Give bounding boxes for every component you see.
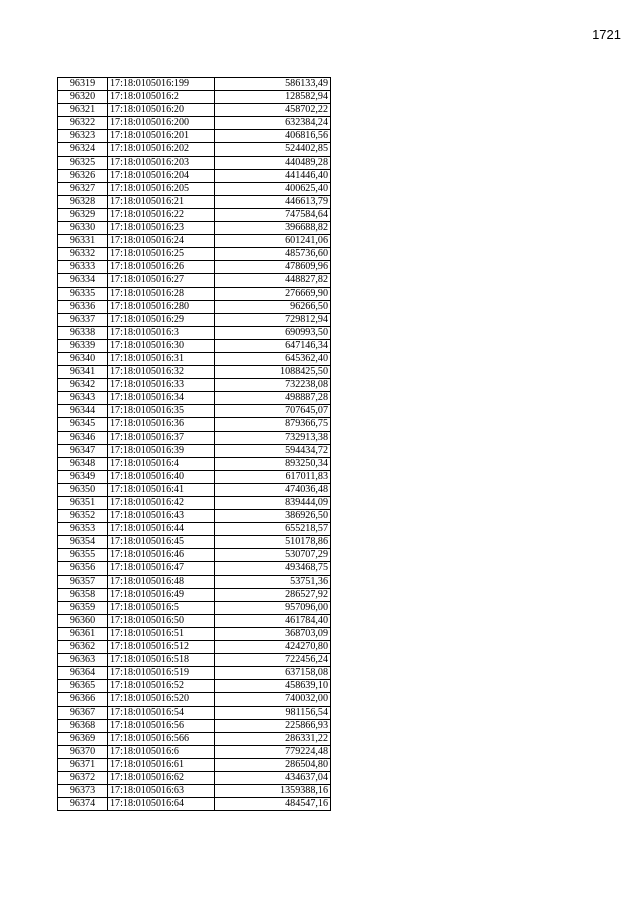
cadastral-number-cell: 17:18:0105016:203 — [108, 156, 215, 169]
value-cell: 893250,34 — [215, 457, 331, 470]
cadastral-number-cell: 17:18:0105016:199 — [108, 78, 215, 91]
table-row — [58, 326, 331, 339]
row-number-cell: 96322 — [58, 117, 108, 130]
table-row — [58, 523, 331, 536]
row-number-cell: 96353 — [58, 523, 108, 536]
cadastral-number-cell: 17:18:0105016:29 — [108, 313, 215, 326]
table-row — [58, 444, 331, 457]
cadastral-number-cell: 17:18:0105016:43 — [108, 510, 215, 523]
cadastral-number-cell: 17:18:0105016:48 — [108, 575, 215, 588]
cadastral-number-cell: 17:18:0105016:24 — [108, 235, 215, 248]
cadastral-number-cell: 17:18:0105016:30 — [108, 339, 215, 352]
table-row — [58, 143, 331, 156]
table-row — [58, 536, 331, 549]
value-cell: 1359388,16 — [215, 785, 331, 798]
value-cell: 478609,96 — [215, 261, 331, 274]
cadastral-number-cell: 17:18:0105016:27 — [108, 274, 215, 287]
table-row — [58, 798, 331, 811]
table-row — [58, 497, 331, 510]
row-number-cell: 96330 — [58, 222, 108, 235]
row-number-cell: 96361 — [58, 627, 108, 640]
table-row — [58, 549, 331, 562]
cadastral-number-cell: 17:18:0105016:512 — [108, 641, 215, 654]
cadastral-number-cell: 17:18:0105016:205 — [108, 182, 215, 195]
cadastral-number-cell: 17:18:0105016:56 — [108, 719, 215, 732]
table-row — [58, 457, 331, 470]
data-table — [57, 77, 331, 811]
value-cell: 440489,28 — [215, 156, 331, 169]
row-number-cell: 96326 — [58, 169, 108, 182]
row-number-cell: 96348 — [58, 457, 108, 470]
row-number-cell: 96338 — [58, 326, 108, 339]
table-row — [58, 339, 331, 352]
row-number-cell: 96349 — [58, 470, 108, 483]
table-row — [58, 562, 331, 575]
value-cell: 510178,86 — [215, 536, 331, 549]
row-number-cell: 96327 — [58, 182, 108, 195]
row-number-cell: 96343 — [58, 392, 108, 405]
row-number-cell: 96357 — [58, 575, 108, 588]
cadastral-number-cell: 17:18:0105016:45 — [108, 536, 215, 549]
row-number-cell: 96365 — [58, 680, 108, 693]
table-row — [58, 104, 331, 117]
table-row — [58, 627, 331, 640]
table-row — [58, 732, 331, 745]
cadastral-number-cell: 17:18:0105016:566 — [108, 732, 215, 745]
row-number-cell: 96356 — [58, 562, 108, 575]
row-number-cell: 96359 — [58, 601, 108, 614]
row-number-cell: 96358 — [58, 588, 108, 601]
table-row — [58, 758, 331, 771]
value-cell: 655218,57 — [215, 523, 331, 536]
table-row — [58, 313, 331, 326]
table-row — [58, 680, 331, 693]
table-row — [58, 771, 331, 784]
row-number-cell: 96321 — [58, 104, 108, 117]
row-number-cell: 96369 — [58, 732, 108, 745]
cadastral-number-cell: 17:18:0105016:4 — [108, 457, 215, 470]
table-row — [58, 745, 331, 758]
row-number-cell: 96340 — [58, 352, 108, 365]
cadastral-number-cell: 17:18:0105016:62 — [108, 771, 215, 784]
cadastral-number-cell: 17:18:0105016:64 — [108, 798, 215, 811]
cadastral-number-cell: 17:18:0105016:50 — [108, 614, 215, 627]
row-number-cell: 96335 — [58, 287, 108, 300]
value-cell: 448827,82 — [215, 274, 331, 287]
value-cell: 424270,80 — [215, 641, 331, 654]
row-number-cell: 96333 — [58, 261, 108, 274]
cadastral-number-cell: 17:18:0105016:61 — [108, 758, 215, 771]
row-number-cell: 96362 — [58, 641, 108, 654]
row-number-cell: 96367 — [58, 706, 108, 719]
cadastral-number-cell: 17:18:0105016:280 — [108, 300, 215, 313]
table-row — [58, 392, 331, 405]
row-number-cell: 96372 — [58, 771, 108, 784]
value-cell: 1088425,50 — [215, 366, 331, 379]
row-number-cell: 96328 — [58, 195, 108, 208]
value-cell: 96266,50 — [215, 300, 331, 313]
value-cell: 586133,49 — [215, 78, 331, 91]
cadastral-number-cell: 17:18:0105016:26 — [108, 261, 215, 274]
table-row — [58, 588, 331, 601]
value-cell: 276669,90 — [215, 287, 331, 300]
table-row — [58, 614, 331, 627]
cadastral-number-cell: 17:18:0105016:200 — [108, 117, 215, 130]
row-number-cell: 96334 — [58, 274, 108, 287]
row-number-cell: 96366 — [58, 693, 108, 706]
cadastral-number-cell: 17:18:0105016:22 — [108, 208, 215, 221]
row-number-cell: 96345 — [58, 418, 108, 431]
table-row — [58, 366, 331, 379]
value-cell: 286504,80 — [215, 758, 331, 771]
row-number-cell: 96342 — [58, 379, 108, 392]
value-cell: 601241,06 — [215, 235, 331, 248]
row-number-cell: 96351 — [58, 497, 108, 510]
row-number-cell: 96352 — [58, 510, 108, 523]
row-number-cell: 96370 — [58, 745, 108, 758]
row-number-cell: 96324 — [58, 143, 108, 156]
row-number-cell: 96364 — [58, 667, 108, 680]
cadastral-number-cell: 17:18:0105016:40 — [108, 470, 215, 483]
cadastral-number-cell: 17:18:0105016:520 — [108, 693, 215, 706]
value-cell: 458702,22 — [215, 104, 331, 117]
value-cell: 368703,09 — [215, 627, 331, 640]
table-row — [58, 405, 331, 418]
cadastral-number-cell: 17:18:0105016:34 — [108, 392, 215, 405]
row-number-cell: 96373 — [58, 785, 108, 798]
cadastral-number-cell: 17:18:0105016:51 — [108, 627, 215, 640]
table-row — [58, 130, 331, 143]
row-number-cell: 96371 — [58, 758, 108, 771]
cadastral-number-cell: 17:18:0105016:25 — [108, 248, 215, 261]
value-cell: 128582,94 — [215, 91, 331, 104]
row-number-cell: 96344 — [58, 405, 108, 418]
cadastral-number-cell: 17:18:0105016:63 — [108, 785, 215, 798]
cadastral-number-cell: 17:18:0105016:54 — [108, 706, 215, 719]
value-cell: 530707,29 — [215, 549, 331, 562]
value-cell: 53751,36 — [215, 575, 331, 588]
cadastral-number-cell: 17:18:0105016:518 — [108, 654, 215, 667]
cadastral-number-cell: 17:18:0105016:49 — [108, 588, 215, 601]
value-cell: 396688,82 — [215, 222, 331, 235]
row-number-cell: 96346 — [58, 431, 108, 444]
row-number-cell: 96347 — [58, 444, 108, 457]
row-number-cell: 96368 — [58, 719, 108, 732]
row-number-cell: 96360 — [58, 614, 108, 627]
table-row — [58, 706, 331, 719]
table-row — [58, 601, 331, 614]
row-number-cell: 96374 — [58, 798, 108, 811]
value-cell: 732238,08 — [215, 379, 331, 392]
row-number-cell: 96320 — [58, 91, 108, 104]
table-row — [58, 431, 331, 444]
cadastral-number-cell: 17:18:0105016:37 — [108, 431, 215, 444]
row-number-cell: 96323 — [58, 130, 108, 143]
value-cell: 485736,60 — [215, 248, 331, 261]
row-number-cell: 96337 — [58, 313, 108, 326]
value-cell: 722456,24 — [215, 654, 331, 667]
cadastral-number-cell: 17:18:0105016:2 — [108, 91, 215, 104]
value-cell: 225866,93 — [215, 719, 331, 732]
table-row — [58, 352, 331, 365]
cadastral-number-cell: 17:18:0105016:519 — [108, 667, 215, 680]
value-cell: 981156,54 — [215, 706, 331, 719]
value-cell: 729812,94 — [215, 313, 331, 326]
cadastral-number-cell: 17:18:0105016:36 — [108, 418, 215, 431]
value-cell: 400625,40 — [215, 182, 331, 195]
table-row — [58, 667, 331, 680]
page-number: 1721 — [592, 27, 621, 42]
table-row — [58, 169, 331, 182]
value-cell: 286331,22 — [215, 732, 331, 745]
value-cell: 690993,50 — [215, 326, 331, 339]
value-cell: 386926,50 — [215, 510, 331, 523]
table-row — [58, 379, 331, 392]
value-cell: 957096,00 — [215, 601, 331, 614]
cadastral-number-cell: 17:18:0105016:41 — [108, 483, 215, 496]
table-row — [58, 575, 331, 588]
table-row — [58, 182, 331, 195]
value-cell: 441446,40 — [215, 169, 331, 182]
table-row — [58, 510, 331, 523]
table-row — [58, 418, 331, 431]
table-row — [58, 483, 331, 496]
value-cell: 707645,07 — [215, 405, 331, 418]
value-cell: 637158,08 — [215, 667, 331, 680]
table-row — [58, 156, 331, 169]
cadastral-number-cell: 17:18:0105016:5 — [108, 601, 215, 614]
cadastral-number-cell: 17:18:0105016:39 — [108, 444, 215, 457]
cadastral-number-cell: 17:18:0105016:46 — [108, 549, 215, 562]
cadastral-number-cell: 17:18:0105016:35 — [108, 405, 215, 418]
cadastral-number-cell: 17:18:0105016:204 — [108, 169, 215, 182]
value-cell: 740032,00 — [215, 693, 331, 706]
table-row — [58, 261, 331, 274]
value-cell: 286527,92 — [215, 588, 331, 601]
value-cell: 594434,72 — [215, 444, 331, 457]
table-row — [58, 300, 331, 313]
table-row — [58, 785, 331, 798]
table-row — [58, 235, 331, 248]
cadastral-number-cell: 17:18:0105016:32 — [108, 366, 215, 379]
cadastral-number-cell: 17:18:0105016:31 — [108, 352, 215, 365]
value-cell: 647146,34 — [215, 339, 331, 352]
value-cell: 617011,83 — [215, 470, 331, 483]
cadastral-number-cell: 17:18:0105016:20 — [108, 104, 215, 117]
table-row — [58, 117, 331, 130]
table-row — [58, 78, 331, 91]
table-row — [58, 287, 331, 300]
cadastral-number-cell: 17:18:0105016:42 — [108, 497, 215, 510]
value-cell: 493468,75 — [215, 562, 331, 575]
value-cell: 434637,04 — [215, 771, 331, 784]
cadastral-number-cell: 17:18:0105016:21 — [108, 195, 215, 208]
cadastral-number-cell: 17:18:0105016:6 — [108, 745, 215, 758]
table-row — [58, 208, 331, 221]
cadastral-number-cell: 17:18:0105016:52 — [108, 680, 215, 693]
value-cell: 524402,85 — [215, 143, 331, 156]
table-row — [58, 274, 331, 287]
value-cell: 839444,09 — [215, 497, 331, 510]
row-number-cell: 96329 — [58, 208, 108, 221]
row-number-cell: 96331 — [58, 235, 108, 248]
table-row — [58, 91, 331, 104]
cadastral-number-cell: 17:18:0105016:202 — [108, 143, 215, 156]
table-row — [58, 641, 331, 654]
row-number-cell: 96336 — [58, 300, 108, 313]
cadastral-number-cell: 17:18:0105016:47 — [108, 562, 215, 575]
row-number-cell: 96341 — [58, 366, 108, 379]
table-row — [58, 222, 331, 235]
table-row — [58, 470, 331, 483]
cadastral-number-cell: 17:18:0105016:201 — [108, 130, 215, 143]
value-cell: 474036,48 — [215, 483, 331, 496]
table-row — [58, 693, 331, 706]
row-number-cell: 96355 — [58, 549, 108, 562]
cadastral-number-cell: 17:18:0105016:3 — [108, 326, 215, 339]
row-number-cell: 96325 — [58, 156, 108, 169]
value-cell: 879366,75 — [215, 418, 331, 431]
row-number-cell: 96363 — [58, 654, 108, 667]
value-cell: 779224,48 — [215, 745, 331, 758]
value-cell: 498887,28 — [215, 392, 331, 405]
row-number-cell: 96332 — [58, 248, 108, 261]
row-number-cell: 96319 — [58, 78, 108, 91]
value-cell: 645362,40 — [215, 352, 331, 365]
table-row — [58, 654, 331, 667]
table-row — [58, 719, 331, 732]
cadastral-number-cell: 17:18:0105016:44 — [108, 523, 215, 536]
table-body — [58, 78, 331, 811]
cadastral-number-cell: 17:18:0105016:23 — [108, 222, 215, 235]
cadastral-number-cell: 17:18:0105016:28 — [108, 287, 215, 300]
value-cell: 446613,79 — [215, 195, 331, 208]
row-number-cell: 96339 — [58, 339, 108, 352]
value-cell: 458639,10 — [215, 680, 331, 693]
row-number-cell: 96354 — [58, 536, 108, 549]
cadastral-number-cell: 17:18:0105016:33 — [108, 379, 215, 392]
value-cell: 484547,16 — [215, 798, 331, 811]
table-row — [58, 195, 331, 208]
value-cell: 406816,56 — [215, 130, 331, 143]
row-number-cell: 96350 — [58, 483, 108, 496]
value-cell: 632384,24 — [215, 117, 331, 130]
table-row — [58, 248, 331, 261]
value-cell: 747584,64 — [215, 208, 331, 221]
value-cell: 461784,40 — [215, 614, 331, 627]
value-cell: 732913,38 — [215, 431, 331, 444]
